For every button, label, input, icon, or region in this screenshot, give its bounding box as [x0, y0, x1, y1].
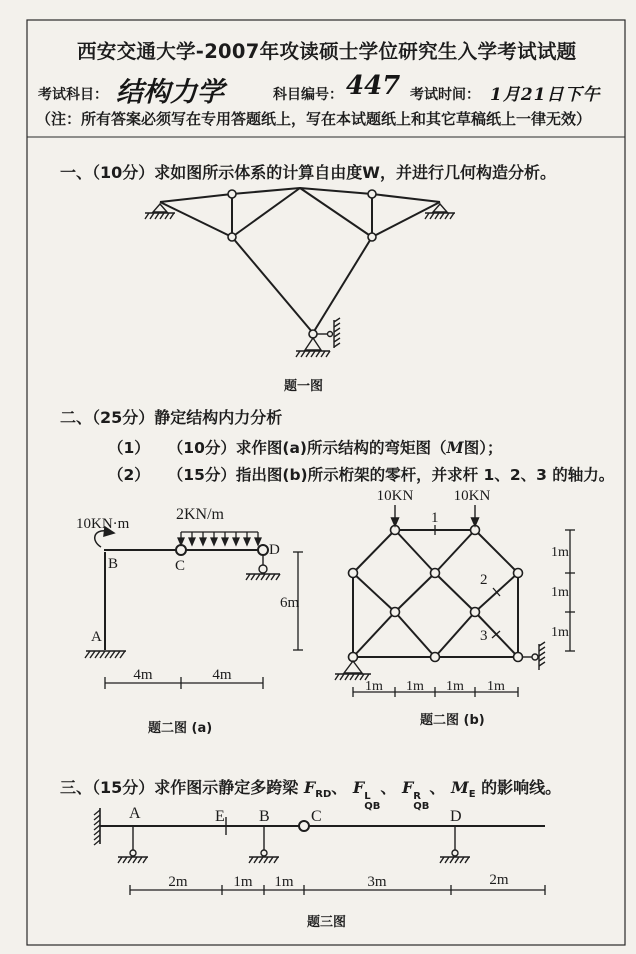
node: [228, 233, 236, 241]
subject-label: 考试科目：: [38, 87, 108, 103]
dim-label: 2m: [489, 872, 509, 888]
load-arrowhead: [472, 518, 479, 526]
member-label-2: 2: [480, 572, 488, 588]
roller: [259, 565, 267, 573]
node: [514, 569, 523, 578]
figure-3-labels: [129, 805, 509, 890]
figure-1-truss: [145, 188, 455, 357]
ground-hatch: [425, 213, 454, 219]
separator: 、: [429, 778, 446, 797]
truss-member: [353, 573, 395, 612]
support-D: [440, 826, 470, 863]
horizontal-dim-label: 1m: [365, 679, 383, 694]
horizontal-dim-label: 1m: [406, 679, 424, 694]
term-sup: L: [364, 791, 371, 802]
load-arrowheads: [178, 538, 261, 545]
part-score: （10分）: [167, 439, 236, 457]
question-2-part-1: [108, 436, 502, 458]
roller-support-D: [246, 555, 280, 580]
hinge-D: [258, 545, 268, 555]
part-number: （2）: [108, 466, 150, 484]
right-inner-diagonal: [300, 188, 372, 237]
node: [368, 190, 376, 198]
term-sub: RD: [315, 789, 332, 801]
node: [431, 653, 440, 662]
question-2-part-2: [108, 463, 614, 485]
part-score: （15分）: [167, 466, 236, 484]
wall-hatch: [334, 318, 340, 347]
support-pin: [452, 850, 458, 856]
term-f-qb-left: [352, 778, 381, 812]
vertical-dim-label: 1m: [551, 585, 569, 600]
truss-member: [395, 530, 435, 573]
term-sup: R: [413, 791, 421, 802]
point-label-E: E: [215, 808, 225, 825]
node: [471, 608, 480, 617]
term-sub: E: [468, 789, 476, 801]
truss-member: [435, 612, 475, 657]
point-label-C: C: [311, 808, 322, 825]
question-number: 二、: [60, 408, 93, 427]
subject-value: 结构力学: [116, 77, 224, 108]
question-number: 三、: [60, 778, 93, 797]
point-label-A: A: [129, 805, 141, 822]
term-base: F: [401, 778, 414, 797]
question-text: 求作图示静定多跨梁: [154, 778, 299, 797]
right-long-member: [313, 237, 372, 333]
load-arrowhead: [392, 518, 399, 526]
truss-member: [353, 530, 395, 573]
part-text: 指出图(b)所示桁架的零杆，并求杆 1、2、3 的轴力。: [235, 466, 615, 484]
member-label-1: 1: [431, 510, 439, 526]
term-base: F: [303, 778, 316, 797]
time-label: 考试时间：: [410, 87, 480, 103]
roller: [532, 654, 538, 660]
question-score: （15分）: [92, 778, 155, 797]
figure-3-caption: 题三图: [307, 915, 347, 930]
truss-member: [435, 530, 475, 573]
dim-label: 3m: [367, 874, 387, 890]
question-score: （10分）: [92, 163, 155, 182]
support-pin: [261, 850, 267, 856]
support-A: [118, 826, 148, 863]
truss-member: [435, 573, 475, 612]
left-inner-diagonal: [232, 188, 300, 237]
moment-label: 10KN·m: [76, 516, 130, 532]
ground-hatch: [296, 351, 330, 357]
truss-member: [475, 530, 518, 573]
node-label-D: D: [269, 542, 280, 558]
horizontal-dim-label: 1m: [487, 679, 505, 694]
ground-hatch: [335, 674, 369, 680]
question-3: [60, 775, 561, 812]
question-tail: 的影响线。: [481, 778, 562, 797]
load-label: 2KN/m: [176, 506, 224, 523]
wall-hatch: [539, 642, 545, 666]
node: [349, 569, 358, 578]
support-B: [249, 826, 279, 863]
member-label-3: 3: [480, 628, 488, 644]
part-text: 求作图(a)所示结构的弯矩图（: [235, 439, 447, 457]
load-label: 10KN: [376, 488, 414, 504]
vertical-dim-label: 1m: [551, 625, 569, 640]
span-label: 4m: [212, 667, 232, 683]
node: [514, 653, 523, 662]
support-triangle: [344, 661, 362, 673]
left-long-member: [232, 237, 313, 333]
horizontal-dim-label: 1m: [446, 679, 464, 694]
span-dimension: [105, 677, 263, 689]
part-number: （1）: [108, 439, 150, 457]
exam-note: （注：所有答案必须写在专用答题纸上，写在本试题纸上和其它草稿纸上一律无效）: [36, 110, 592, 128]
question-2: [60, 405, 282, 428]
node: [391, 608, 400, 617]
term-base: F: [352, 778, 365, 797]
beam-dimensions: [130, 885, 545, 895]
question-text: 静定结构内力分析: [154, 408, 283, 427]
right-pin-support: [425, 204, 455, 219]
side-roller: [328, 332, 333, 337]
ground-hatch: [246, 574, 280, 580]
fixed-wall: [94, 808, 100, 845]
figure-2a-caption: 题二图 (a): [148, 721, 213, 736]
question-number: 一、: [60, 163, 93, 182]
truss-member: [395, 573, 435, 612]
dim-label: 1m: [274, 874, 294, 890]
truss-member: [353, 612, 395, 657]
term-sub: QB: [364, 801, 381, 812]
top-chord: [160, 188, 440, 202]
support-A: [85, 651, 126, 658]
code-value: 447: [346, 71, 401, 101]
node: [228, 190, 236, 198]
node: [368, 233, 376, 241]
part-text: 图）；: [463, 439, 503, 457]
height-label: 6m: [280, 595, 300, 611]
figure-2b-caption: 题二图 (b): [420, 713, 485, 728]
part-text-italic: M: [446, 438, 464, 457]
node-label-A: A: [91, 629, 102, 645]
ground-hatch: [440, 857, 469, 863]
figure-2b-truss: [335, 505, 575, 697]
separator: 、: [380, 778, 397, 797]
figure-1-caption: 题一图: [284, 379, 324, 394]
left-end-diagonal: [160, 202, 232, 237]
term-sub: QB: [413, 801, 430, 812]
span-label: 4m: [133, 667, 153, 683]
node: [431, 569, 440, 578]
ground-hatch: [118, 857, 147, 863]
time-value: 1月21日下午: [490, 85, 601, 105]
right-roller-support: [522, 642, 545, 670]
support-pin: [130, 850, 136, 856]
left-pin-support: [335, 661, 371, 680]
wall-hatch: [94, 810, 100, 845]
term-m-e: [451, 778, 476, 801]
node-label-C: C: [175, 558, 186, 574]
separator: 、: [331, 778, 348, 797]
term-f-qb-right: [401, 778, 430, 812]
load-label: 10KN: [453, 488, 491, 504]
point-label-D: D: [450, 808, 462, 825]
question-score: （25分）: [92, 408, 155, 427]
dim-label: 2m: [168, 874, 188, 890]
code-label: 科目编号：: [273, 87, 343, 103]
exam-title: 西安交通大学-2007年攻读硕士学位研究生入学考试试题: [77, 40, 577, 63]
vertical-dim-label: 1m: [551, 545, 569, 560]
term-base: M: [451, 778, 469, 797]
ground-hatch: [145, 213, 174, 219]
right-end-diagonal: [372, 202, 440, 237]
support-triangle: [305, 338, 321, 350]
hinge-C: [299, 821, 309, 831]
term-f-rd: [303, 778, 332, 801]
ground-hatch: [249, 857, 278, 863]
truss-member: [395, 612, 435, 657]
question-1: [60, 160, 556, 183]
question-text: 求如图所示体系的计算自由度W，并进行几何构造分析。: [154, 163, 556, 182]
truss-nodes: [228, 190, 376, 338]
node-label-B: B: [108, 556, 119, 572]
dim-label: 1m: [233, 874, 253, 890]
ground-hatch: [85, 651, 125, 658]
distributed-load: [178, 532, 261, 545]
point-label-B: B: [259, 808, 270, 825]
